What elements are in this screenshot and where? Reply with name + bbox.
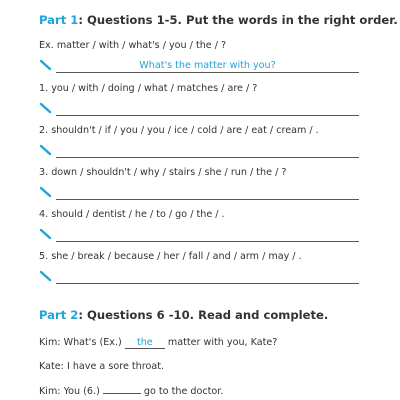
pencil-icon: [39, 228, 53, 240]
answer-line[interactable]: [56, 157, 359, 158]
dialog-line-3: [39, 384, 223, 397]
answer-row-5[interactable]: [39, 270, 359, 284]
part1-title: : Questions 1-5. Put the words in the right order.: [78, 13, 398, 27]
answer-row-1[interactable]: [39, 102, 359, 116]
answer-line[interactable]: [56, 241, 359, 242]
pencil-icon: [39, 59, 53, 71]
part1-heading: [39, 13, 398, 27]
dialog-line-1: [39, 337, 277, 349]
answer-line[interactable]: [56, 115, 359, 116]
answer-row-2[interactable]: [39, 144, 359, 158]
question-4: 4. should / dentist / he / to / go / the / .: [39, 209, 225, 220]
answer-line[interactable]: [56, 283, 359, 284]
answer-row-3[interactable]: [39, 186, 359, 200]
pencil-icon: [39, 270, 53, 282]
example-prompt: Ex. matter / with / what's / you / the / ?: [39, 40, 227, 51]
answer-row-4[interactable]: [39, 228, 359, 242]
example-answer-row: [39, 59, 359, 73]
dialog-line-1-start: Kim: What's (Ex.): [39, 337, 125, 348]
dialog-line-1-end: matter with you, Kate?: [164, 337, 278, 348]
part2-label: Part 2: [39, 308, 79, 322]
example-answer: What's the matter with you?: [139, 60, 276, 71]
answer-line[interactable]: [56, 199, 359, 200]
dialog-line-2: Kate: I have a sore throat.: [39, 361, 165, 372]
part2-title: : Questions 6 -10. Read and complete.: [78, 308, 329, 322]
pencil-icon: [39, 186, 53, 198]
question-5: 5. she / break / because / her / fall / and / arm / may / .: [39, 251, 302, 262]
pencil-icon: [39, 144, 53, 156]
question-2: 2. shouldn't / if / you / you / ice / cold / are / eat / cream / .: [39, 125, 319, 136]
dialog-line-3-end: go to the doctor.: [140, 386, 224, 397]
blank-6[interactable]: [103, 384, 141, 394]
example-blank: the: [125, 337, 165, 349]
question-1: 1. you / with / doing / what / matches / are / ?: [39, 83, 258, 94]
dialog-line-3-start: Kim: You (6.): [39, 386, 103, 397]
question-3: 3. down / shouldn't / why / stairs / she / run / the / ?: [39, 167, 287, 178]
answer-line: [56, 72, 359, 73]
part2-heading: [39, 308, 328, 322]
pencil-icon: [39, 102, 53, 114]
part1-label: Part 1: [39, 13, 79, 27]
